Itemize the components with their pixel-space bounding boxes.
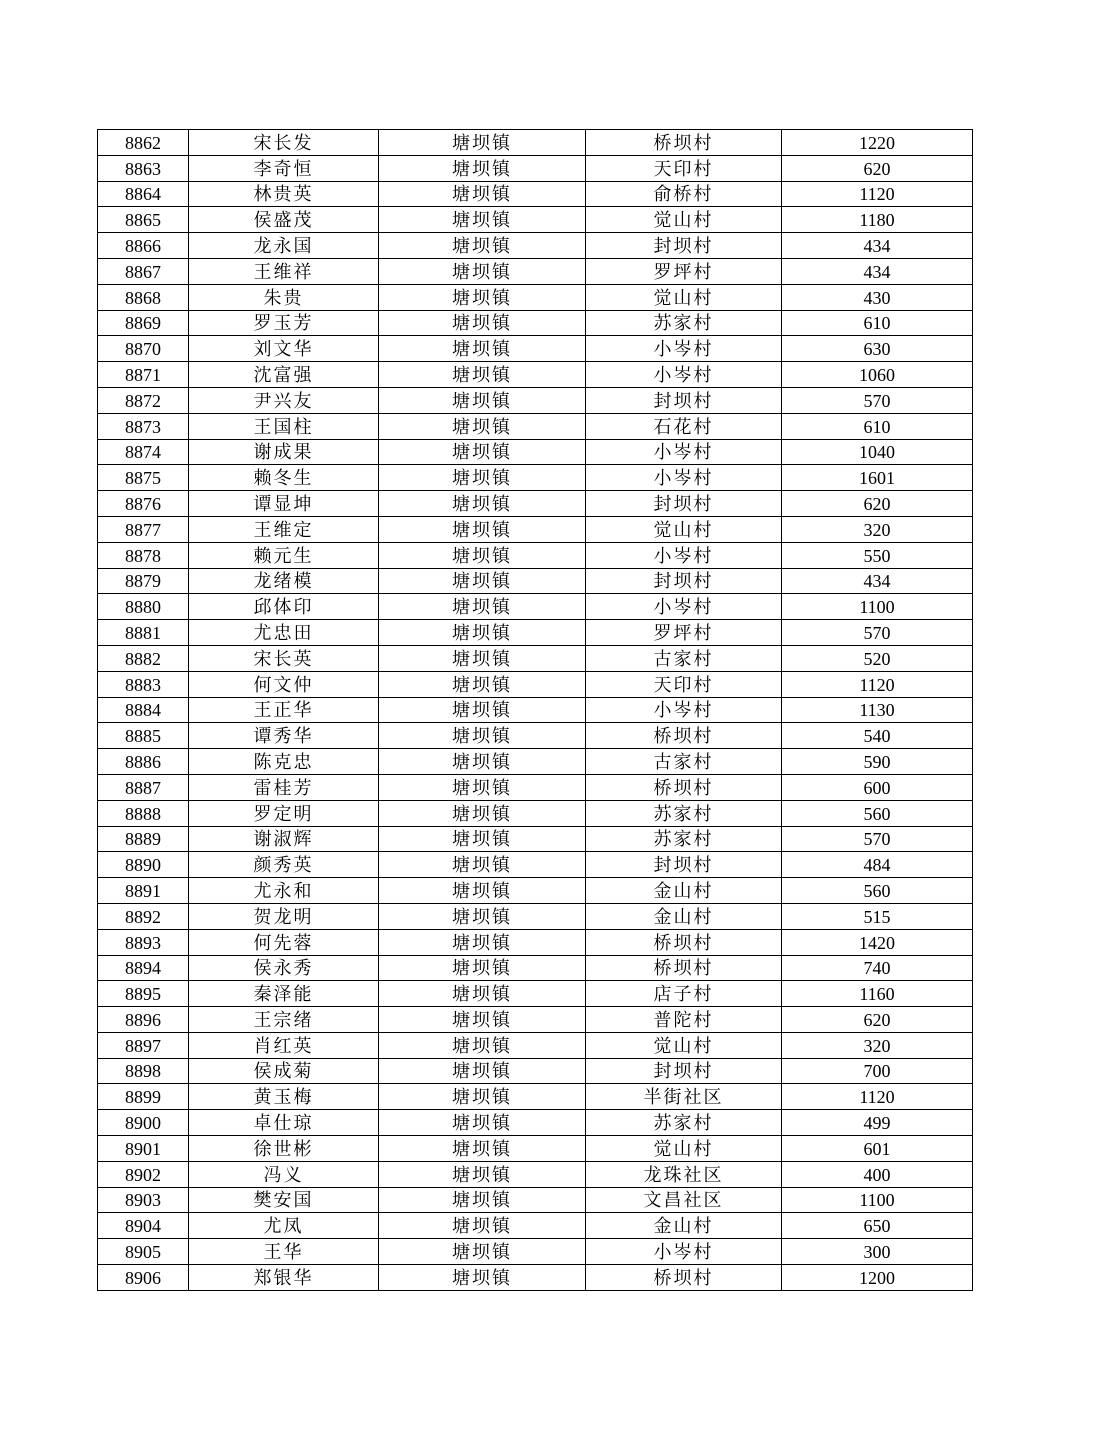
table-row <box>98 594 973 620</box>
amount-cell: 484 <box>782 852 973 878</box>
amount-cell: 1060 <box>782 362 973 388</box>
record-id-cell: 8863 <box>98 155 189 181</box>
record-id-cell: 8869 <box>98 310 189 336</box>
record-id-cell: 8903 <box>98 1187 189 1213</box>
table-row <box>98 671 973 697</box>
record-id-cell: 8883 <box>98 671 189 697</box>
person-name-cell: 李奇恒 <box>189 155 379 181</box>
person-name-cell: 谢成果 <box>189 439 379 465</box>
town-cell: 塘坝镇 <box>379 284 586 310</box>
table-row <box>98 955 973 981</box>
town-cell: 塘坝镇 <box>379 981 586 1007</box>
table-row <box>98 697 973 723</box>
amount-cell: 1200 <box>782 1265 973 1291</box>
village-cell: 店子村 <box>586 981 782 1007</box>
village-cell: 桥坝村 <box>586 929 782 955</box>
record-id-cell: 8879 <box>98 568 189 594</box>
record-id-cell: 8891 <box>98 878 189 904</box>
person-name-cell: 侯成菊 <box>189 1058 379 1084</box>
amount-cell: 499 <box>782 1110 973 1136</box>
record-id-cell: 8904 <box>98 1213 189 1239</box>
village-cell: 小岑村 <box>586 697 782 723</box>
village-cell: 古家村 <box>586 749 782 775</box>
record-id-cell: 8888 <box>98 800 189 826</box>
amount-cell: 600 <box>782 774 973 800</box>
amount-cell: 610 <box>782 310 973 336</box>
record-id-cell: 8906 <box>98 1265 189 1291</box>
table-row <box>98 645 973 671</box>
table-row <box>98 723 973 749</box>
person-name-cell: 邱体印 <box>189 594 379 620</box>
table-row <box>98 1007 973 1033</box>
record-id-cell: 8865 <box>98 207 189 233</box>
record-id-cell: 8878 <box>98 542 189 568</box>
table-row <box>98 542 973 568</box>
record-id-cell: 8889 <box>98 826 189 852</box>
town-cell: 塘坝镇 <box>379 387 586 413</box>
village-cell: 苏家村 <box>586 800 782 826</box>
record-id-cell: 8885 <box>98 723 189 749</box>
person-name-cell: 尤凤 <box>189 1213 379 1239</box>
village-cell: 普陀村 <box>586 1007 782 1033</box>
village-cell: 金山村 <box>586 878 782 904</box>
table-row <box>98 258 973 284</box>
table-row <box>98 387 973 413</box>
table-row <box>98 1136 973 1162</box>
table-row <box>98 284 973 310</box>
amount-cell: 434 <box>782 258 973 284</box>
person-name-cell: 贺龙明 <box>189 903 379 929</box>
table-row <box>98 774 973 800</box>
amount-cell: 515 <box>782 903 973 929</box>
town-cell: 塘坝镇 <box>379 1058 586 1084</box>
village-cell: 觉山村 <box>586 284 782 310</box>
table-row <box>98 1187 973 1213</box>
town-cell: 塘坝镇 <box>379 568 586 594</box>
amount-cell: 1160 <box>782 981 973 1007</box>
table-row <box>98 800 973 826</box>
amount-cell: 1180 <box>782 207 973 233</box>
table-row <box>98 181 973 207</box>
record-id-cell: 8862 <box>98 130 189 156</box>
town-cell: 塘坝镇 <box>379 594 586 620</box>
town-cell: 塘坝镇 <box>379 542 586 568</box>
record-id-cell: 8870 <box>98 336 189 362</box>
town-cell: 塘坝镇 <box>379 1084 586 1110</box>
village-cell: 觉山村 <box>586 1032 782 1058</box>
village-cell: 桥坝村 <box>586 774 782 800</box>
amount-cell: 1601 <box>782 465 973 491</box>
person-name-cell: 樊安国 <box>189 1187 379 1213</box>
town-cell: 塘坝镇 <box>379 826 586 852</box>
person-name-cell: 赖元生 <box>189 542 379 568</box>
amount-cell: 570 <box>782 387 973 413</box>
person-name-cell: 沈富强 <box>189 362 379 388</box>
village-cell: 俞桥村 <box>586 181 782 207</box>
amount-cell: 650 <box>782 1213 973 1239</box>
town-cell: 塘坝镇 <box>379 620 586 646</box>
amount-cell: 1120 <box>782 1084 973 1110</box>
record-id-cell: 8899 <box>98 1084 189 1110</box>
person-name-cell: 秦泽能 <box>189 981 379 1007</box>
village-cell: 桥坝村 <box>586 130 782 156</box>
town-cell: 塘坝镇 <box>379 903 586 929</box>
amount-cell: 610 <box>782 413 973 439</box>
table-row <box>98 1058 973 1084</box>
record-id-cell: 8893 <box>98 929 189 955</box>
person-name-cell: 徐世彬 <box>189 1136 379 1162</box>
amount-cell: 590 <box>782 749 973 775</box>
record-id-cell: 8892 <box>98 903 189 929</box>
person-name-cell: 宋长英 <box>189 645 379 671</box>
person-name-cell: 卓仕琼 <box>189 1110 379 1136</box>
village-cell: 苏家村 <box>586 1110 782 1136</box>
village-cell: 小岑村 <box>586 1239 782 1265</box>
village-cell: 小岑村 <box>586 465 782 491</box>
village-cell: 半街社区 <box>586 1084 782 1110</box>
amount-cell: 620 <box>782 1007 973 1033</box>
town-cell: 塘坝镇 <box>379 336 586 362</box>
person-name-cell: 颜秀英 <box>189 852 379 878</box>
town-cell: 塘坝镇 <box>379 465 586 491</box>
amount-cell: 1130 <box>782 697 973 723</box>
amount-cell: 560 <box>782 878 973 904</box>
record-id-cell: 8875 <box>98 465 189 491</box>
person-name-cell: 谭秀华 <box>189 723 379 749</box>
record-id-cell: 8902 <box>98 1161 189 1187</box>
town-cell: 塘坝镇 <box>379 310 586 336</box>
table-row <box>98 1265 973 1291</box>
village-cell: 龙珠社区 <box>586 1161 782 1187</box>
town-cell: 塘坝镇 <box>379 774 586 800</box>
amount-cell: 1040 <box>782 439 973 465</box>
person-name-cell: 郑银华 <box>189 1265 379 1291</box>
amount-cell: 550 <box>782 542 973 568</box>
town-cell: 塘坝镇 <box>379 130 586 156</box>
table-row <box>98 1161 973 1187</box>
person-name-cell: 尤忠田 <box>189 620 379 646</box>
town-cell: 塘坝镇 <box>379 258 586 284</box>
amount-cell: 540 <box>782 723 973 749</box>
town-cell: 塘坝镇 <box>379 207 586 233</box>
village-cell: 桥坝村 <box>586 955 782 981</box>
record-id-cell: 8886 <box>98 749 189 775</box>
village-cell: 金山村 <box>586 903 782 929</box>
amount-cell: 320 <box>782 1032 973 1058</box>
town-cell: 塘坝镇 <box>379 1110 586 1136</box>
amount-cell: 434 <box>782 568 973 594</box>
table-row <box>98 1213 973 1239</box>
amount-cell: 1120 <box>782 181 973 207</box>
amount-cell: 434 <box>782 233 973 259</box>
person-name-cell: 侯盛茂 <box>189 207 379 233</box>
amount-cell: 740 <box>782 955 973 981</box>
record-id-cell: 8900 <box>98 1110 189 1136</box>
record-id-cell: 8871 <box>98 362 189 388</box>
record-id-cell: 8876 <box>98 491 189 517</box>
person-name-cell: 王华 <box>189 1239 379 1265</box>
village-cell: 觉山村 <box>586 207 782 233</box>
person-name-cell: 龙永国 <box>189 233 379 259</box>
town-cell: 塘坝镇 <box>379 155 586 181</box>
record-id-cell: 8873 <box>98 413 189 439</box>
village-cell: 桥坝村 <box>586 1265 782 1291</box>
table-row <box>98 362 973 388</box>
town-cell: 塘坝镇 <box>379 1136 586 1162</box>
person-name-cell: 何文仲 <box>189 671 379 697</box>
record-table <box>97 129 973 1291</box>
amount-cell: 560 <box>782 800 973 826</box>
village-cell: 罗坪村 <box>586 258 782 284</box>
town-cell: 塘坝镇 <box>379 362 586 388</box>
town-cell: 塘坝镇 <box>379 929 586 955</box>
record-id-cell: 8880 <box>98 594 189 620</box>
table-row <box>98 749 973 775</box>
village-cell: 小岑村 <box>586 362 782 388</box>
village-cell: 文昌社区 <box>586 1187 782 1213</box>
table-row <box>98 207 973 233</box>
village-cell: 天印村 <box>586 671 782 697</box>
amount-cell: 1220 <box>782 130 973 156</box>
person-name-cell: 王国柱 <box>189 413 379 439</box>
village-cell: 苏家村 <box>586 826 782 852</box>
village-cell: 小岑村 <box>586 594 782 620</box>
person-name-cell: 罗定明 <box>189 800 379 826</box>
person-name-cell: 罗玉芳 <box>189 310 379 336</box>
town-cell: 塘坝镇 <box>379 697 586 723</box>
table-row <box>98 516 973 542</box>
person-name-cell: 龙绪模 <box>189 568 379 594</box>
table-row <box>98 465 973 491</box>
person-name-cell: 刘文华 <box>189 336 379 362</box>
town-cell: 塘坝镇 <box>379 749 586 775</box>
table-row <box>98 130 973 156</box>
record-id-cell: 8884 <box>98 697 189 723</box>
town-cell: 塘坝镇 <box>379 1007 586 1033</box>
person-name-cell: 尹兴友 <box>189 387 379 413</box>
amount-cell: 300 <box>782 1239 973 1265</box>
amount-cell: 620 <box>782 155 973 181</box>
table-row <box>98 439 973 465</box>
town-cell: 塘坝镇 <box>379 1187 586 1213</box>
town-cell: 塘坝镇 <box>379 955 586 981</box>
table-row <box>98 981 973 1007</box>
amount-cell: 430 <box>782 284 973 310</box>
person-name-cell: 王维定 <box>189 516 379 542</box>
record-id-cell: 8881 <box>98 620 189 646</box>
record-id-cell: 8872 <box>98 387 189 413</box>
town-cell: 塘坝镇 <box>379 1032 586 1058</box>
table-row <box>98 929 973 955</box>
person-name-cell: 尤永和 <box>189 878 379 904</box>
town-cell: 塘坝镇 <box>379 413 586 439</box>
amount-cell: 570 <box>782 620 973 646</box>
village-cell: 古家村 <box>586 645 782 671</box>
town-cell: 塘坝镇 <box>379 1213 586 1239</box>
record-id-cell: 8901 <box>98 1136 189 1162</box>
table-row <box>98 620 973 646</box>
village-cell: 封坝村 <box>586 852 782 878</box>
village-cell: 封坝村 <box>586 568 782 594</box>
village-cell: 小岑村 <box>586 542 782 568</box>
person-name-cell: 肖红英 <box>189 1032 379 1058</box>
amount-cell: 1100 <box>782 594 973 620</box>
village-cell: 天印村 <box>586 155 782 181</box>
record-id-cell: 8896 <box>98 1007 189 1033</box>
amount-cell: 1420 <box>782 929 973 955</box>
record-id-cell: 8882 <box>98 645 189 671</box>
record-table-body <box>98 130 973 1291</box>
amount-cell: 630 <box>782 336 973 362</box>
person-name-cell: 朱贵 <box>189 284 379 310</box>
person-name-cell: 王维祥 <box>189 258 379 284</box>
town-cell: 塘坝镇 <box>379 516 586 542</box>
town-cell: 塘坝镇 <box>379 671 586 697</box>
town-cell: 塘坝镇 <box>379 439 586 465</box>
person-name-cell: 冯义 <box>189 1161 379 1187</box>
person-name-cell: 侯永秀 <box>189 955 379 981</box>
amount-cell: 700 <box>782 1058 973 1084</box>
village-cell: 桥坝村 <box>586 723 782 749</box>
table-row <box>98 568 973 594</box>
village-cell: 小岑村 <box>586 336 782 362</box>
town-cell: 塘坝镇 <box>379 878 586 904</box>
person-name-cell: 宋长发 <box>189 130 379 156</box>
person-name-cell: 谢淑辉 <box>189 826 379 852</box>
amount-cell: 601 <box>782 1136 973 1162</box>
village-cell: 封坝村 <box>586 1058 782 1084</box>
table-row <box>98 1110 973 1136</box>
record-id-cell: 8868 <box>98 284 189 310</box>
table-row <box>98 491 973 517</box>
person-name-cell: 黄玉梅 <box>189 1084 379 1110</box>
table-row <box>98 1032 973 1058</box>
town-cell: 塘坝镇 <box>379 852 586 878</box>
person-name-cell: 雷桂芳 <box>189 774 379 800</box>
record-id-cell: 8905 <box>98 1239 189 1265</box>
table-row <box>98 826 973 852</box>
record-id-cell: 8887 <box>98 774 189 800</box>
village-cell: 觉山村 <box>586 516 782 542</box>
table-row <box>98 1084 973 1110</box>
amount-cell: 570 <box>782 826 973 852</box>
table-row <box>98 852 973 878</box>
record-id-cell: 8897 <box>98 1032 189 1058</box>
town-cell: 塘坝镇 <box>379 1265 586 1291</box>
table-row <box>98 903 973 929</box>
person-name-cell: 林贵英 <box>189 181 379 207</box>
person-name-cell: 赖冬生 <box>189 465 379 491</box>
town-cell: 塘坝镇 <box>379 800 586 826</box>
village-cell: 小岑村 <box>586 439 782 465</box>
village-cell: 苏家村 <box>586 310 782 336</box>
record-id-cell: 8890 <box>98 852 189 878</box>
table-row <box>98 878 973 904</box>
record-id-cell: 8895 <box>98 981 189 1007</box>
table-row <box>98 310 973 336</box>
town-cell: 塘坝镇 <box>379 181 586 207</box>
town-cell: 塘坝镇 <box>379 1161 586 1187</box>
amount-cell: 400 <box>782 1161 973 1187</box>
person-name-cell: 谭显坤 <box>189 491 379 517</box>
record-id-cell: 8867 <box>98 258 189 284</box>
village-cell: 觉山村 <box>586 1136 782 1162</box>
table-row <box>98 1239 973 1265</box>
amount-cell: 1120 <box>782 671 973 697</box>
town-cell: 塘坝镇 <box>379 645 586 671</box>
village-cell: 罗坪村 <box>586 620 782 646</box>
town-cell: 塘坝镇 <box>379 1239 586 1265</box>
town-cell: 塘坝镇 <box>379 723 586 749</box>
person-name-cell: 王正华 <box>189 697 379 723</box>
table-row <box>98 155 973 181</box>
person-name-cell: 陈克忠 <box>189 749 379 775</box>
record-id-cell: 8898 <box>98 1058 189 1084</box>
record-id-cell: 8866 <box>98 233 189 259</box>
record-id-cell: 8894 <box>98 955 189 981</box>
record-id-cell: 8877 <box>98 516 189 542</box>
village-cell: 金山村 <box>586 1213 782 1239</box>
village-cell: 石花村 <box>586 413 782 439</box>
record-id-cell: 8864 <box>98 181 189 207</box>
person-name-cell: 王宗绪 <box>189 1007 379 1033</box>
amount-cell: 1100 <box>782 1187 973 1213</box>
town-cell: 塘坝镇 <box>379 233 586 259</box>
amount-cell: 320 <box>782 516 973 542</box>
village-cell: 封坝村 <box>586 387 782 413</box>
amount-cell: 620 <box>782 491 973 517</box>
table-row <box>98 233 973 259</box>
village-cell: 封坝村 <box>586 491 782 517</box>
record-id-cell: 8874 <box>98 439 189 465</box>
person-name-cell: 何先蓉 <box>189 929 379 955</box>
table-row <box>98 413 973 439</box>
town-cell: 塘坝镇 <box>379 491 586 517</box>
amount-cell: 520 <box>782 645 973 671</box>
village-cell: 封坝村 <box>586 233 782 259</box>
table-row <box>98 336 973 362</box>
